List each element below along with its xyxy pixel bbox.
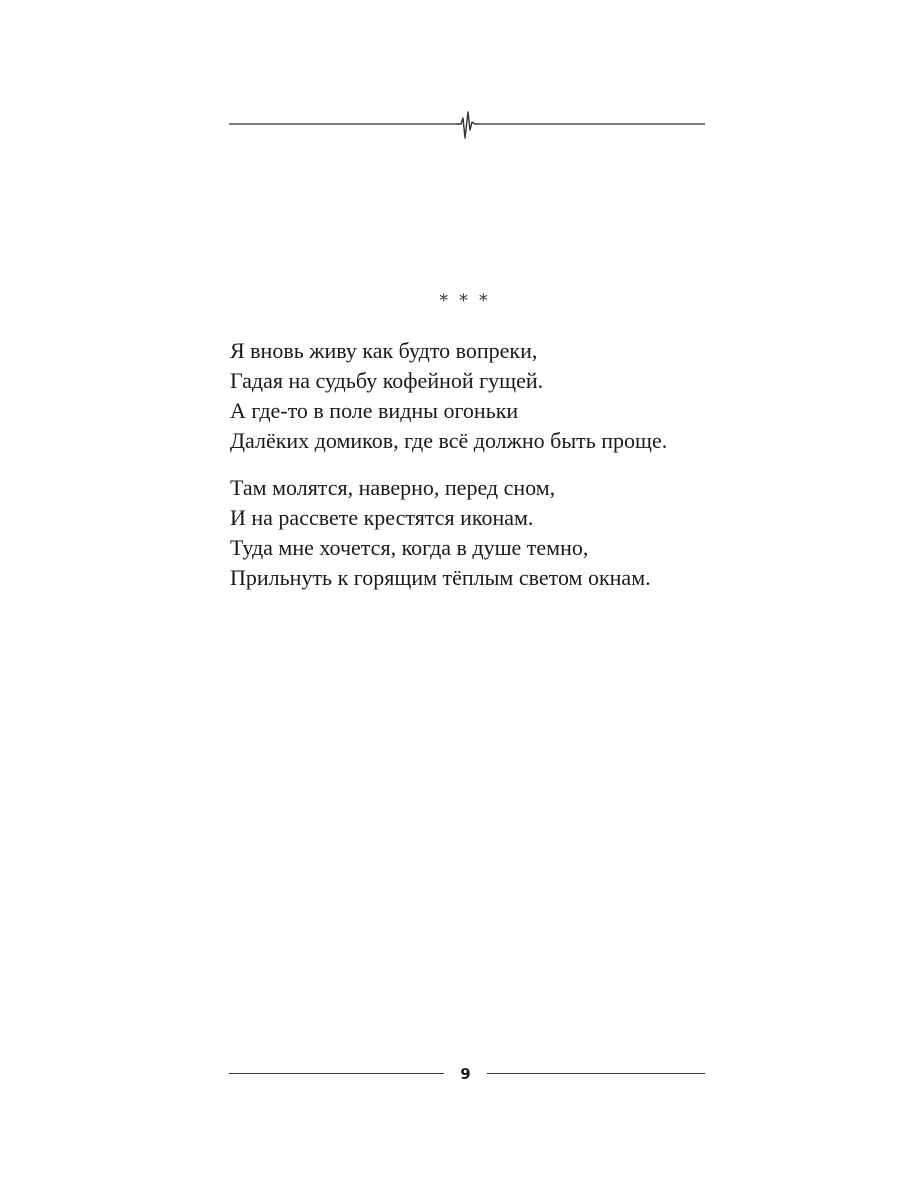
poem-line: И на рассвете крестятся иконам.: [230, 505, 534, 530]
poem-line: Я вновь живу как будто вопреки,: [230, 338, 538, 363]
footer-rule-left: [229, 1073, 444, 1074]
stanza: [230, 473, 750, 593]
poem-line: Гадая на судьбу кофейной гущей.: [230, 368, 544, 393]
poem-line: Далёких домиков, где всё должно быть проще.: [230, 428, 668, 453]
poem-line: Там молятся, наверно, перед сном,: [230, 475, 556, 500]
page-number: 9: [460, 1065, 471, 1083]
poem-separator: * * *: [439, 291, 491, 311]
poem-line: Туда мне хочется, когда в душе темно,: [230, 535, 589, 560]
heartbeat-line-icon: [229, 104, 705, 144]
stanza: [230, 336, 750, 456]
footer-rule-right: [487, 1073, 705, 1074]
page-footer: [229, 1062, 705, 1086]
poem-line: А где-то в поле видны огоньки: [230, 398, 519, 423]
poem-line: Прильнуть к горящим тёплым светом окнам.: [230, 565, 651, 590]
poem: [230, 336, 750, 610]
header-ornament: [229, 104, 705, 144]
